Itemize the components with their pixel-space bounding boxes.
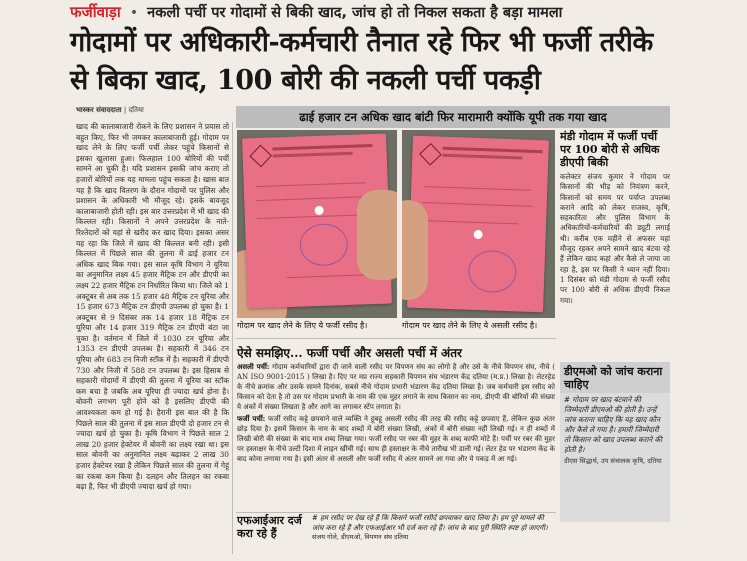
kicker-line: नकली पर्ची पर गोदामों से बिकी खाद, जांच हो तो निकल सकता है बड़ा मामला (147, 5, 563, 21)
receipt-line (423, 202, 533, 207)
receipt-line (423, 186, 531, 191)
receipt-header-line (443, 147, 543, 153)
dmo-box-quote: # गोदाम पर खाद बंटवाने की जिम्मेदारी डीएमओ की होती है। उन्हें जांच कराना चाहिए कि यह खाद कौन और कैसे ले गया है। हमारी जिम्मेदारी तो किसान को खाद उपलब्ध कराने की होती है। (564, 395, 662, 454)
receipt-line (256, 196, 372, 201)
explainer-fake-paragraph (237, 414, 555, 464)
bottom-quote (312, 514, 552, 554)
receipt-line (257, 215, 357, 219)
receipt-line (422, 220, 518, 224)
top-strip (70, 2, 670, 24)
fake-receipt-photo (237, 130, 397, 318)
fake-receipt-text: फर्जी रसीद कट्टे छपवाने वाले व्यक्ति ने हूबहू असली रसीद की तरह की रसीद कट्टे छपवाए हैं, लेकिन कुछ अंतर छोड़ दिया है। इसमें किसान के नाम के बाद शब्दों में बोरी संख्या लिखी, अंकों में बोरी संख्या नहीं लिखी गई। न ही शब्दों में लिखी बोरी की संख्या के बाद मात्र शब्द लिखा गया। फर्जी रसीद पर रबर की मुहर के शब्द काफी मोटे हैं। पर्ची पर रबर की मुहर पर हस्ताक्षर के नीचे उल्टी दिशा में लाइन खींची गई। साथ ही हस्ताक्षर के नीचे तारीख भी डाली गई। लेटर हेड पर भंडारण केंद्र के बाद कोमा लगाया गया है। इसी अंतर से असली और फर्जी रसीद में अंतर सामने आ गया और ये पकड़ में आ गई। (237, 415, 555, 463)
bottom-quote-text: # हम रसीद पर देख रहे हैं कि किसने फर्जी रसीदें छपवाकर खाद लिया है। हम पूरे मामले की जांच करा रहे हैं और एफआईआर भी दर्ज करा रहे हैं। जांच के बाद पूरी स्थिति स्पष्ट हो जाएगी। (312, 514, 548, 532)
column-divider (232, 122, 233, 554)
caption-real-receipt: गोदाम पर खाद लेने के लिए ये असली रसीद है। (402, 321, 538, 330)
byline-place: दतिया (128, 106, 144, 114)
punch-hole (314, 206, 323, 215)
fake-receipt-label: फर्जी पर्ची: (237, 414, 266, 423)
receipt-header-line-2 (442, 154, 522, 160)
section-divider (236, 338, 556, 339)
section-label: फर्जीवाड़ा (70, 3, 121, 21)
real-receipt-label: असली पर्ची: (237, 362, 270, 371)
rubber-stamp-mark (468, 250, 517, 294)
real-receipt-slip (407, 136, 549, 313)
hand-right-shape (357, 190, 397, 280)
explainer-body (237, 362, 555, 512)
byline-separator: | (123, 106, 129, 114)
dmo-box-attribution: डीएस सिद्धार्थ, उप संचालक कृषि, दतिया (564, 457, 662, 465)
explainer-real-paragraph (237, 362, 555, 412)
main-headline: गोदामों पर अधिकारी-कर्मचारी तैनात रहे फिर भी फर्जी तरीके से बिका खाद, 100 बोरी की नकली पर्ची पकड़ी (70, 27, 653, 96)
caption-fake-receipt: गोदाम पर खाद लेने के लिए ये फर्जी रसीद है। (237, 321, 368, 330)
explainer-title: ऐसे समझिए... फर्जी पर्ची और असली पर्ची में अंतर (237, 346, 462, 360)
real-receipt-photo (402, 130, 555, 318)
byline (76, 106, 144, 115)
hand-left-shape (402, 200, 428, 300)
left-article-text: खाद की कालाबाजारी रोकने के लिए प्रशासन ने प्रयास तो बहुत किए, फिर भी जमकर कालाबाजारी हुई। गोदाम पर खाद लेने के लिए फर्जी पर्ची लेकर पहुंचे किसानों से इसका खुलासा हुआ। फिलहाल 100 बोरियों की पर्ची सामने आ चुकी है। यदि प्रशासन इसकी जांच कराए तो हजारों बोरियों तक यह मामला पहुंच सकता है। खास बात यह है कि खाद वितरण के दौरान गोदामों पर पुलिस और प्रशासन के अधिकारी भी मौजूद रहे। इसके बावजूद कालाबाजारी होती रही। इस बार उत्तरप्रदेश में भी खाद की किल्लत रही। किसानों ने अपने उत्तरप्रदेश के नाते-रिश्तेदारों को यहां से खरीद कर खाद दिया। इसका असर यह रहा कि जिले में खाद की किल्लत बनी रही। इसी किल्लत में पिछले साल की तुलना में ढाई हजार टन अधिक खाद बिक गया। इस साल कृषि विभाग ने यूरिया का अनुमानित लक्ष्य 45 हजार मैट्रिक टन और डीएपी का लक्ष्य 22 हजार मैट्रिक टन निर्धारित किया था। जिले को 1 अक्टूबर से अब तक 15 हजार 48 मैट्रिक टन यूरिया और 15 हजार 673 मैट्रिक टन डीएपी उपलब्ध हो चुका है। 1 अक्टूबर से 9 दिसंबर तक 14 हजार 18 मैट्रिक टन यूरिया और 14 हजार 319 मैट्रिक टन डीएपी बंटा जा चुका है। वर्तमान में जिले में 1030 टन यूरिया और 1353 टन डीएपी उपलब्ध है। सहकारी में 346 टन यूरिया और 683 टन निजी स्टॉक में है। सहकारी में डीएपी 730 और निजी में 588 टन उपलब्ध है। इस हिसाब से सहकारी गोदामों में डीएपी की तुलना में यूरिया का स्टॉक कम बचा है जबकि अब यूरिया ही ज्यादा खर्च होना है। बोवनी लगभग पूरी होने को है इसलिए डीएपी की आवश्यकता कम हो गई है। हैरानी इस बात की है कि पिछले साल की तुलना में इस साल डीएपी दो हजार टन से ज्यादा खर्च हो चुका है। कृषि विभाग ने पिछले साल 2 लाख 20 हजार हेक्टेयर में बोवनी का लक्ष्य रखा था। इस साल बोवनी का अनुमानित लक्ष्य बढ़ाकर 2 लाख 30 हजार हेक्टेयर रखा है लेकिन पिछले साल की तुलना में गेहूं का रकबा कम किया है। दलहन और तिलहन का रकबा बढ़ा है, फिर भी डीएपी ज्यादा खर्च हो गया। (76, 122, 229, 492)
receipt-line (256, 182, 366, 187)
dmo-quote-box (560, 362, 670, 522)
byline-org: भास्कर संवाददाता (76, 106, 122, 114)
punch-hole (473, 230, 482, 239)
rubber-stamp-mark (299, 223, 348, 267)
dmo-box-title: डीएमओ को जांच कराना चाहिए (560, 362, 670, 393)
receipt-header-line-2 (273, 152, 353, 158)
left-article-column (76, 122, 229, 552)
bottom-divider (236, 512, 556, 513)
fir-heading: एफआईआर दर्ज करा रहे हैं (237, 514, 302, 540)
bullet-separator: • (129, 5, 139, 21)
side-story-body: कलेक्टर संजय कुमार ने गोदाम पर किसानों की भीड़ को नियंत्रण करने, किसानों को समय पर पर्याप्त उपलब्ध कराने आदि को लेकर राजस्व, कृषि, सहकारिता और पुलिस विभाग के अधिकारियों-कर्मचारियों की ड्यूटी लगाई थी। करीब एक महीने से अफसर यहां मौजूद रहकर अपने सामने खाद बंटवा रहे हैं लेकिन खाद कहां और कैसे ले जाया जा रहा है, इस पर किसी ने ध्यान नहीं दिया। 1 दिसंबर को मंडी गोदाम से फर्जी रसीद पर 100 बोरी से अधिक डीएपी निकल गया। (560, 172, 670, 305)
receipt-header-line (272, 144, 372, 150)
receipt-logo-icon (419, 143, 442, 166)
bottom-quote-attribution: संजय गोले, डीएमओ, विपणन संघ दतिया (312, 533, 409, 541)
real-receipt-text: गोदाम कर्मचारियों द्वारा दी जाने वाली रसीद पर विपणन संघ का लोगो है और उसे के नीचे विपणन संघ, नीचे ( AN ISO 9001-2015 ) लिखा है। दिए पर मप्र राज्य सहकारी विपणन संघ भंडारण केंद्र दतिया (म.प्र.) लिखा है। लेटरहेड के नीचे क्रमांक और उसके सामने दिनांक, सबसे नीचे गोदाम प्रभारी भंडारण केंद्र दतिया लिखा है। जब कर्मचारी इस रसीद को किसान को देता है तो उस पर गोदाम प्रभारी के नाम की एक मुहर लगाने के साथ किसान का नाम, डीएपी की बोरियों की संख्या ये अंकों में संख्या लिखता है और आगे का लगाकर स्टेंप लगाता है। (237, 363, 555, 411)
sub-banner: ढाई हजार टन अधिक खाद बांटी फिर मारामारी क्योंकि यूपी तक गया खाद (236, 106, 670, 128)
side-story-box (560, 130, 670, 340)
side-story-title: मंडी गोदाम में फर्जी पर्ची पर 100 बोरी से अधिक डीएपी बिकी (560, 130, 660, 169)
receipt-logo-icon (249, 145, 272, 168)
